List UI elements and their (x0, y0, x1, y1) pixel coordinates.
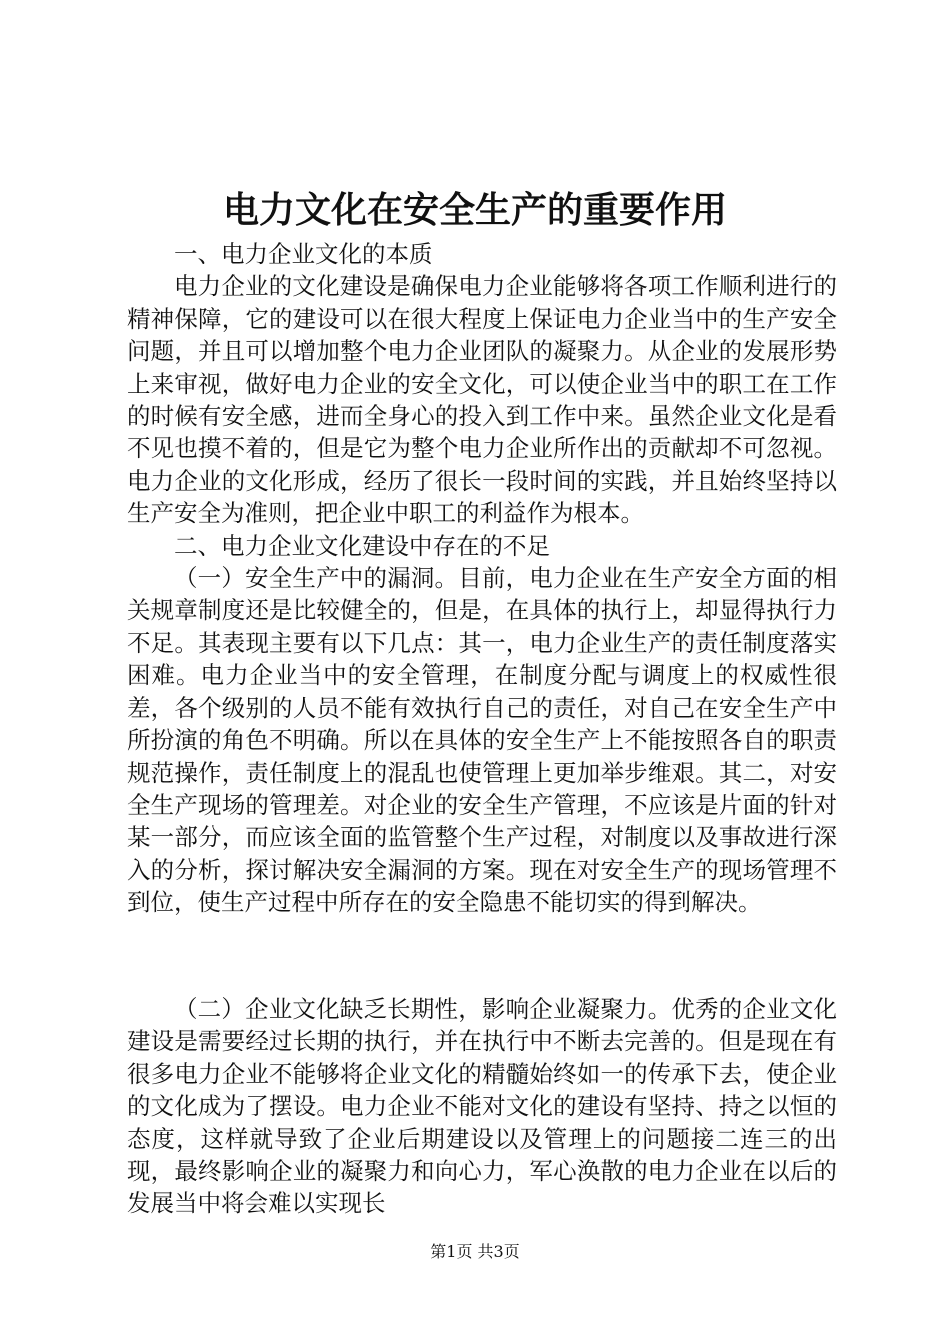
document-body-lower (127, 993, 837, 1220)
page-footer: 第1页 共3页 (430, 1242, 520, 1261)
section-2-paragraph-2: （二）企业文化缺乏长期性，影响企业凝聚力。优秀的企业文化建设是需要经过长期的执行，并在执行中不断去完善的。但是现在有很多电力企业不能够将企业文化的精髓始终如一的传承下去，使企业的文化成为了摆设。电力企业不能对文化的建设有坚持、持之以恒的态度，这样就导致了企业后期建设以及管理上的问题接二连三的出现，最终影响企业的凝聚力和向心力，军心涣散的电力企业在以后的发展当中将会难以实现长 (127, 995, 837, 1218)
document-body-upper (127, 238, 837, 919)
section-2-paragraph-1: （一）安全生产中的漏洞。目前，电力企业在生产安全方面的相关规章制度还是比较健全的，但是，在具体的执行上，却显得执行力不足。其表现主要有以下几点：其一，电力企业生产的责任制度落实困难。电力企业当中的安全管理，在制度分配与调度上的权威性很差，各个级别的人员不能有效执行自己的责任，对自己在安全生产中所扮演的角色不明确。所以在具体的安全生产上不能按照各自的职责规范操作，责任制度上的混乱也使管理上更加举步维艰。其二，对安全生产现场的管理差。对企业的安全生产管理，不应该是片面的针对某一部分，而应该全面的监管整个生产过程，对制度以及事故进行深入的分析，探讨解决安全漏洞的方案。现在对安全生产的现场管理不到位，使生产过程中所存在的安全隐患不能切实的得到解决。 (127, 564, 837, 917)
section-heading-2: 二、电力企业文化建设中存在的不足 (174, 531, 550, 560)
section-heading-1: 一、电力企业文化的本质 (174, 240, 433, 268)
document-title: 电力文化在安全生产的重要作用 (222, 189, 727, 231)
section-1-paragraph: 电力企业的文化建设是确保电力企业能够将各项工作顺利进行的精神保障，它的建设可以在很大程度上保证电力企业当中的生产安全问题，并且可以增加整个电力企业团队的凝聚力。从企业的发展形势上来审视，做好电力企业的安全文化，可以使企业当中的职工在工作的时候有安全感，进而全身心的投入到工作中来。虽然企业文化是看不见也摸不着的，但是它为整个电力企业所作出的贡献却不可忽视。电力企业的文化形成，经历了很长一段时间的实践，并且始终坚持以生产安全为准则，把企业中职工的利益作为根本。 (127, 272, 837, 528)
